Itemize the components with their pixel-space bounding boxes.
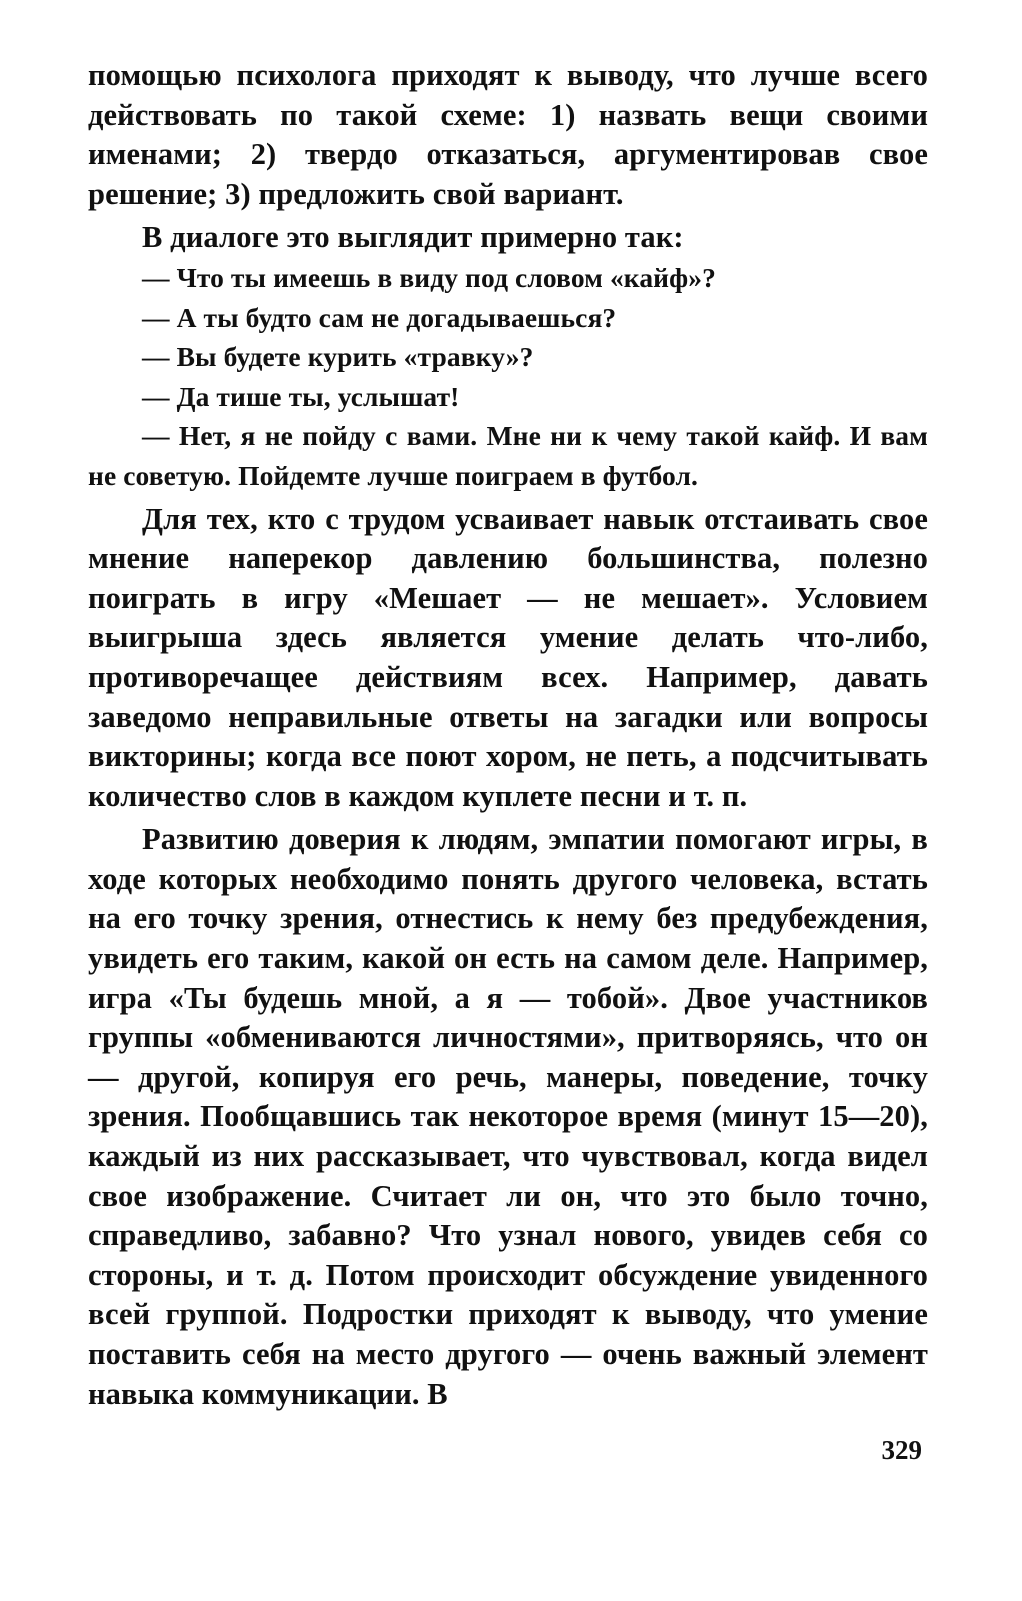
- dialog-line: — А ты будто сам не догадываешься?: [142, 301, 617, 333]
- paragraph-intro: помощью психолога приходят к выводу, что лучше всего действовать по такой схеме: 1) назвать вещи своими именами; 2) твердо отказаться, аргументировав свое решение; 3) предложить свой вариант.: [88, 58, 928, 211]
- dialog-line: — Что ты имеешь в виду под словом «кайф»?: [142, 261, 716, 293]
- paragraph-game-interferes: Для тех, кто с трудом усваивает навык отстаивать свое мнение наперекор давлению большинства, полезно поиграть в игру «Мешает — не мешает». Условием выигрыша здесь является умение делать что-либо, противоречащее действиям всех. Например, давать заведомо неправильные ответы на загадки или вопросы викторины; когда все поют хором, не петь, а подсчитывать количество слов в каждом куплете песни и т. п.: [88, 501, 928, 813]
- page-text: [88, 56, 928, 1418]
- paragraph-dialog-lead: В диалоге это выглядит примерно так:: [142, 220, 684, 255]
- page-number: 329: [881, 1435, 922, 1465]
- dialog-line: — Да тише ты, услышат!: [142, 380, 460, 412]
- paragraph-empathy-games: Развитию доверия к людям, эмпатии помогают игры, в ходе которых необходимо понять другого человека, встать на его точку зрения, отнестись к нему без предубеждения, увидеть его таким, какой он есть на самом деле. Например, игра «Ты будешь мной, а я — тобой». Двое участников группы «обмениваются личностями», притворяясь, что он — другой, копируя его речь, манеры, поведение, точку зрения. Пообщавшись так некоторое время (минут 15—20), каждый из них рассказывает, что чувствовал, когда видел свое изображение. Считает ли он, что это было точно, справедливо, забавно? Что узнал нового, увидев себя со стороны, и т. д. Потом происходит обсуждение увиденного всей группой. Подростки приходят к выводу, что умение поставить себя на место другого — очень важный элемент навыка коммуникации. В: [88, 822, 928, 1411]
- dialog-line: — Вы будете курить «травку»?: [142, 341, 534, 373]
- dialog-line: — Нет, я не пойду с вами. Мне ни к чему такой кайф. И вам не советую. Пойдемте лучше поиграем в футбол.: [88, 420, 928, 491]
